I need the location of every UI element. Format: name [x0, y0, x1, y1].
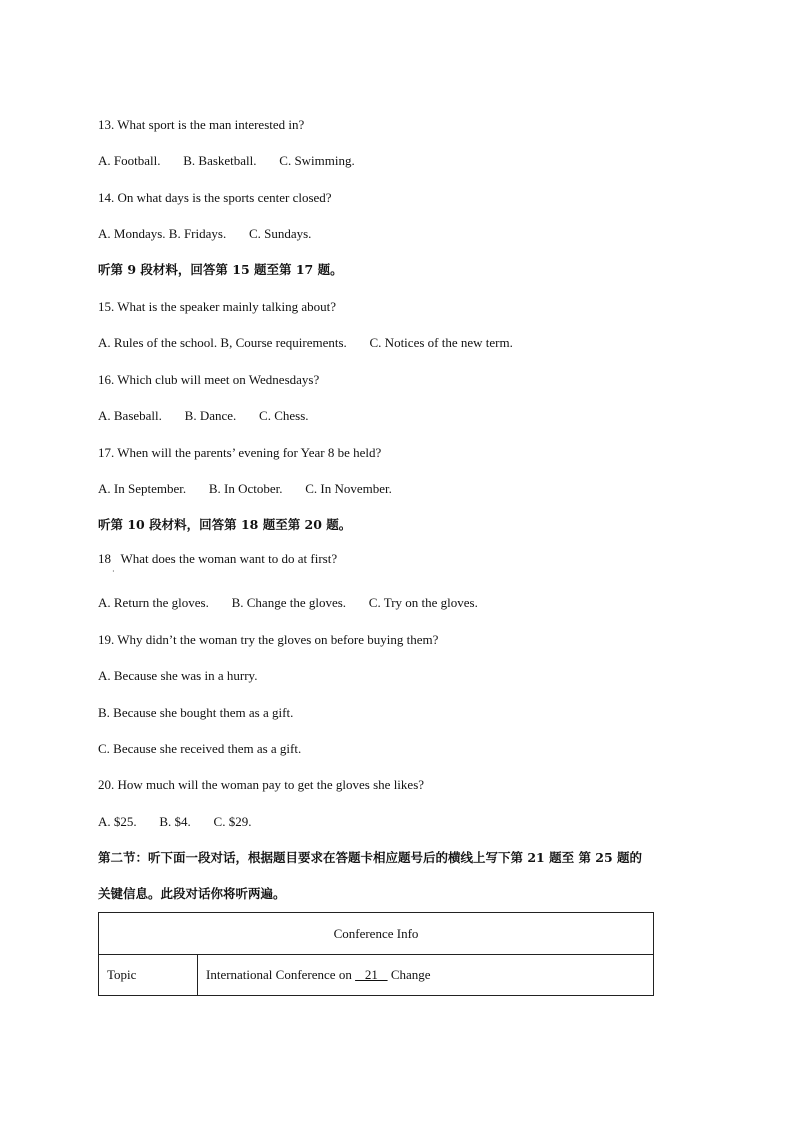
q16-options: A. Baseball. B. Dance. C. Chess. — [98, 408, 309, 423]
part2-instruction-line1: 第二节：听下面一段对话，根据题目要求在答题卡相应题号后的横线上写下第 21 题至 第 25 题的 — [98, 850, 643, 865]
topic-suffix: Change — [387, 967, 431, 982]
q18-question: 18 What does the woman want to do at first? — [98, 551, 338, 566]
section-10-instruction: 听第 10 段材料，回答第 18 题至第 20 题。 — [98, 517, 352, 532]
answer-blank-21[interactable]: 21 — [355, 967, 388, 982]
stray-dot: · — [112, 567, 115, 576]
q19-option-c: C. Because she received them as a gift. — [98, 741, 302, 756]
q15-options: A. Rules of the school. B, Course requirements. C. Notices of the new term. — [98, 335, 513, 350]
q13-question: 13. What sport is the man interested in? — [98, 117, 305, 132]
q18-options: A. Return the gloves. B. Change the gloves. C. Try on the gloves. — [98, 595, 478, 610]
q15-question: 15. What is the speaker mainly talking about? — [98, 299, 337, 314]
q14-question: 14. On what days is the sports center closed? — [98, 190, 332, 205]
table-row — [99, 955, 654, 996]
q19-option-b: B. Because she bought them as a gift. — [98, 705, 294, 720]
table-header-row — [99, 913, 654, 955]
topic-prefix: International Conference on — [206, 967, 356, 982]
q19-option-a: A. Because she was in a hurry. — [98, 668, 258, 683]
row-value-topic — [198, 955, 654, 996]
q20-options: A. $25. B. $4. C. $29. — [98, 814, 252, 829]
q19-question: 19. Why didn’t the woman try the gloves on before buying them? — [98, 632, 439, 647]
section-9-instruction: 听第 9 段材料，回答第 15 题至第 17 题。 — [98, 262, 343, 277]
q17-question: 17. When will the parents’ evening for Year 8 be held? — [98, 445, 382, 460]
q17-options: A. In September. B. In October. C. In November. — [98, 481, 392, 496]
conference-info-table — [98, 912, 654, 996]
q14-options: A. Mondays. B. Fridays. C. Sundays. — [98, 226, 312, 241]
part2-instruction-line2: 关键信息。此段对话你将听两遍。 — [98, 886, 286, 901]
row-label-topic: Topic — [99, 955, 198, 996]
q16-question: 16. Which club will meet on Wednesdays? — [98, 372, 320, 387]
q13-options: A. Football. B. Basketball. C. Swimming. — [98, 153, 355, 168]
table-header: Conference Info — [99, 913, 654, 955]
q20-question: 20. How much will the woman pay to get the gloves she likes? — [98, 777, 425, 792]
